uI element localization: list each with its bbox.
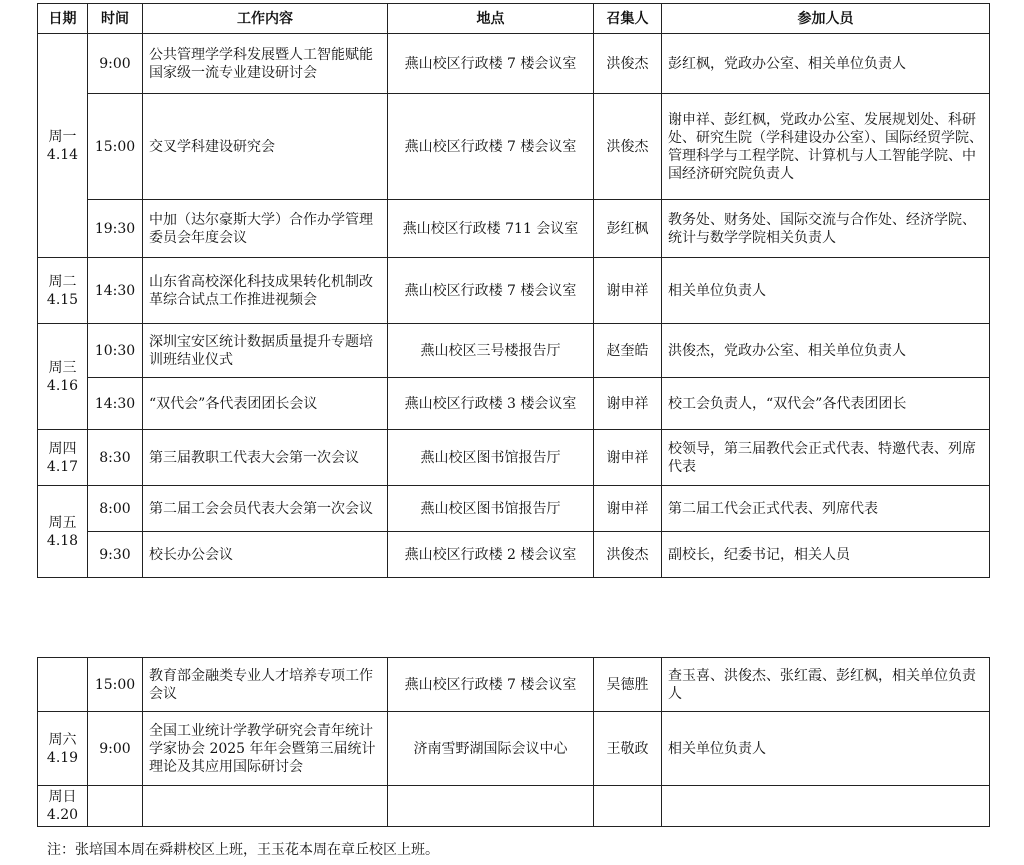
content-cell: 第二届工会会员代表大会第一次会议: [143, 486, 388, 532]
day-date: 4.14: [46, 146, 79, 163]
location-cell: 燕山校区行政楼 7 楼会议室: [388, 94, 594, 200]
time-cell: 8:30: [88, 430, 143, 486]
day-cell-tue: [38, 258, 88, 324]
convener-cell: [594, 786, 662, 827]
attendees-cell: 教务处、财务处、国际交流与合作处、经济学院、统计与数学学院相关负责人: [662, 200, 990, 258]
day-date: 4.16: [46, 377, 79, 394]
day-name: 周三: [48, 359, 77, 376]
day-cell-wed: [38, 324, 88, 430]
time-cell: 14:30: [88, 258, 143, 324]
content-cell: [143, 786, 388, 827]
table-row: [38, 486, 990, 532]
day-name: 周一: [48, 128, 77, 145]
attendees-cell: 校领导，第三届教代会正式代表、特邀代表、列席代表: [662, 430, 990, 486]
day-name: 周五: [48, 514, 77, 531]
convener-cell: 谢申祥: [594, 378, 662, 430]
attendees-cell: 相关单位负责人: [662, 258, 990, 324]
table-row: [38, 34, 990, 94]
attendees-cell: 谢申祥、彭红枫，党政办公室、发展规划处、科研处、研究生院（学科建设办公室）、国际经贸学院、管理科学与工程学院、计算机与人工智能学院、中国经济研究院负责人: [662, 94, 990, 200]
convener-cell: 彭红枫: [594, 200, 662, 258]
content-cell: 深圳宝安区统计数据质量提升专题培训班结业仪式: [143, 324, 388, 378]
day-date: 4.19: [46, 749, 79, 766]
table-row: [38, 324, 990, 378]
location-cell: 燕山校区行政楼 3 楼会议室: [388, 378, 594, 430]
content-cell: 公共管理学学科发展暨人工智能赋能国家级一流专业建设研讨会: [143, 34, 388, 94]
content-cell: 校长办公会议: [143, 532, 388, 578]
day-date: 4.15: [46, 291, 79, 308]
day-date: 4.20: [46, 807, 79, 823]
table-row: [38, 658, 990, 712]
convener-cell: 谢申祥: [594, 486, 662, 532]
day-name: 周日: [48, 789, 77, 805]
header-time: 时间: [88, 4, 143, 34]
day-cell-thu: [38, 430, 88, 486]
time-cell: 9:00: [88, 34, 143, 94]
table-row: [38, 94, 990, 200]
header-date: 日期: [38, 4, 88, 34]
table-row: [38, 258, 990, 324]
convener-cell: 洪俊杰: [594, 94, 662, 200]
convener-cell: 吴德胜: [594, 658, 662, 712]
header-location: 地点: [388, 4, 594, 34]
time-cell: 15:00: [88, 94, 143, 200]
header-convener: 召集人: [594, 4, 662, 34]
time-cell: 15:00: [88, 658, 143, 712]
day-cell-sun: [38, 786, 88, 827]
location-cell: [388, 786, 594, 827]
content-cell: 中加（达尔豪斯大学）合作办学管理委员会年度会议: [143, 200, 388, 258]
location-cell: 燕山校区三号楼报告厅: [388, 324, 594, 378]
location-cell: 燕山校区图书馆报告厅: [388, 430, 594, 486]
content-cell: 全国工业统计学教学研究会青年统计学家协会 2025 年年会暨第三届统计理论及其应用国际研讨会: [143, 712, 388, 786]
table-row: [38, 786, 990, 827]
time-cell: 9:30: [88, 532, 143, 578]
day-cell-fri: [38, 486, 88, 578]
attendees-cell: 相关单位负责人: [662, 712, 990, 786]
time-cell: 14:30: [88, 378, 143, 430]
header-attendees: 参加人员: [662, 4, 990, 34]
day-name: 周二: [48, 273, 77, 290]
time-cell: 10:30: [88, 324, 143, 378]
day-date: 4.18: [46, 532, 79, 549]
schedule-table-continued: [37, 657, 990, 827]
table-row: [38, 430, 990, 486]
attendees-cell: 查玉喜、洪俊杰、张红霞、彭红枫，相关单位负责人: [662, 658, 990, 712]
content-cell: 教育部金融类专业人才培养专项工作会议: [143, 658, 388, 712]
header-content: 工作内容: [143, 4, 388, 34]
location-cell: 燕山校区行政楼 2 楼会议室: [388, 532, 594, 578]
attendees-cell: 洪俊杰，党政办公室、相关单位负责人: [662, 324, 990, 378]
table-row: [38, 378, 990, 430]
time-cell: 19:30: [88, 200, 143, 258]
content-cell: 交叉学科建设研究会: [143, 94, 388, 200]
content-cell: 第三届教职工代表大会第一次会议: [143, 430, 388, 486]
location-cell: 燕山校区行政楼 7 楼会议室: [388, 258, 594, 324]
time-cell: 9:00: [88, 712, 143, 786]
table-row: [38, 200, 990, 258]
location-cell: 燕山校区行政楼 711 会议室: [388, 200, 594, 258]
time-cell: [88, 786, 143, 827]
footnote: 注：张培国本周在舜耕校区上班，王玉花本周在章丘校区上班。: [47, 842, 439, 858]
convener-cell: 赵奎皓: [594, 324, 662, 378]
time-cell: 8:00: [88, 486, 143, 532]
content-cell: 山东省高校深化科技成果转化机制改革综合试点工作推进视频会: [143, 258, 388, 324]
table-row: [38, 532, 990, 578]
convener-cell: 王敬政: [594, 712, 662, 786]
attendees-cell: 副校长，纪委书记，相关人员: [662, 532, 990, 578]
convener-cell: 洪俊杰: [594, 532, 662, 578]
location-cell: 燕山校区图书馆报告厅: [388, 486, 594, 532]
schedule-table: [37, 3, 990, 578]
table-header-row: [38, 4, 990, 34]
day-cell-mon: [38, 34, 88, 258]
attendees-cell: 第二届工代会正式代表、列席代表: [662, 486, 990, 532]
table-row: [38, 712, 990, 786]
day-cell-continued: [38, 658, 88, 712]
day-date: 4.17: [46, 458, 79, 475]
convener-cell: 谢申祥: [594, 430, 662, 486]
location-cell: 燕山校区行政楼 7 楼会议室: [388, 34, 594, 94]
attendees-cell: 彭红枫，党政办公室、相关单位负责人: [662, 34, 990, 94]
location-cell: 济南雪野湖国际会议中心: [388, 712, 594, 786]
day-cell-sat: [38, 712, 88, 786]
location-cell: 燕山校区行政楼 7 楼会议室: [388, 658, 594, 712]
content-cell: “双代会”各代表团团长会议: [143, 378, 388, 430]
attendees-cell: 校工会负责人，“双代会”各代表团团长: [662, 378, 990, 430]
day-name: 周六: [48, 731, 77, 748]
attendees-cell: [662, 786, 990, 827]
convener-cell: 谢申祥: [594, 258, 662, 324]
convener-cell: 洪俊杰: [594, 34, 662, 94]
day-name: 周四: [48, 440, 77, 457]
